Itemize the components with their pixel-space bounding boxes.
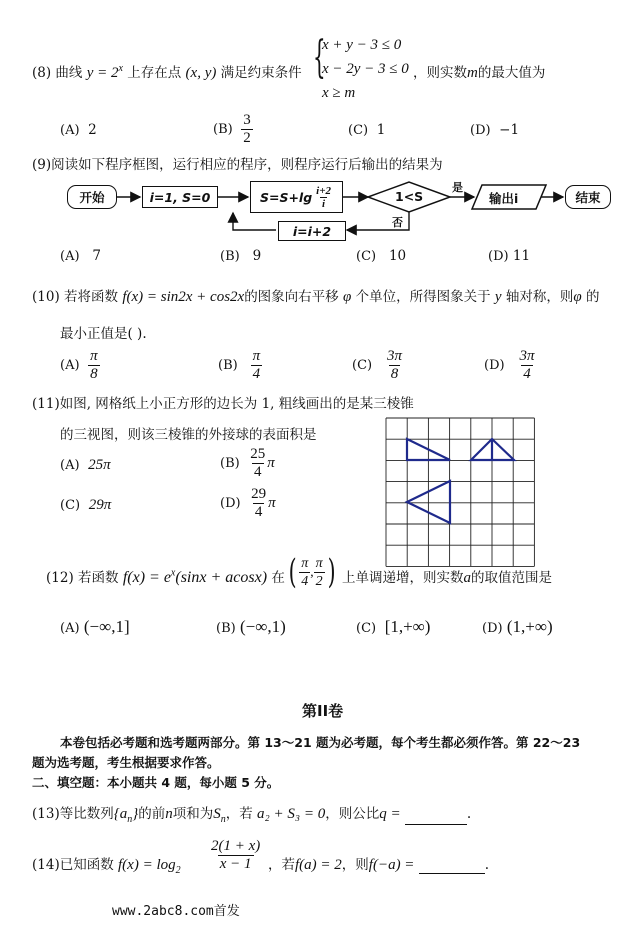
- q11-option-d[interactable]: (D) $\frac{29}{4}$ π: [220, 486, 276, 520]
- q12-option-c[interactable]: (C) [1,+∞): [356, 617, 431, 636]
- q8-curve: $y = 2^x$: [86, 63, 123, 81]
- part2-title: 第II卷: [302, 702, 344, 720]
- q11-option-a[interactable]: (A) 25π: [60, 457, 111, 473]
- q8-option-c[interactable]: (C) 1: [348, 122, 386, 138]
- footer-watermark: www.2abc8.com首发: [112, 904, 240, 919]
- flow-yes-label: 是: [452, 181, 463, 194]
- q12-interval: ( $\frac{\pi}{4}$ , $\frac{\pi}{2}$ ): [288, 552, 336, 592]
- q14-fraction: $\frac{2(1 + x)}{x - 1}$: [211, 838, 261, 872]
- q14-stem: (14)已知函数 $f(x) = \log_2$: [32, 857, 181, 876]
- q11-option-b[interactable]: (B) $\frac{25}{4}$ π: [220, 446, 275, 480]
- q12-option-a[interactable]: (A) (−∞,1]: [60, 617, 130, 636]
- part2-intro-2: 题为选考题，考生根据要求作答。: [32, 755, 220, 770]
- q11-line2: 的三视图，则该三棱锥的外接球的表面积是: [60, 427, 317, 443]
- q8-option-a[interactable]: (A) 2: [60, 122, 97, 138]
- q10-option-c[interactable]: (C) $\frac{3\pi}{8}$: [352, 348, 402, 382]
- flow-output: 输出i: [489, 191, 519, 206]
- q8-option-d[interactable]: (D) −1: [470, 122, 520, 138]
- q8-condition-2: x − 2y − 3 ≤ 0: [322, 61, 409, 77]
- q9-stem: (9)阅读如下程序框图，运行相应的程序，则程序运行后输出的结果为: [32, 157, 443, 173]
- q10-option-d[interactable]: (D) $\frac{3\pi}{4}$: [484, 348, 535, 382]
- flow-init: i=1, S=0: [142, 186, 218, 208]
- q8-text-c: 满足约束条件: [220, 65, 302, 81]
- q9-option-b[interactable]: (B) 9: [220, 248, 262, 264]
- q12-option-d[interactable]: (D) (1,+∞): [482, 617, 553, 636]
- q8-text-a: 曲线: [55, 65, 83, 81]
- q12-stem: (12) 若函数 $f(x) = e^x(\sin x + acosx)$ 在: [46, 567, 285, 586]
- q10-line2: 最小正值是( ).: [60, 326, 147, 342]
- q14-answer-blank[interactable]: [419, 859, 485, 874]
- q10-option-a[interactable]: (A) $\frac{\pi}{8}$: [60, 348, 98, 382]
- q9-option-c[interactable]: (C) 10: [356, 248, 407, 264]
- flow-no-label: 否: [392, 216, 403, 229]
- q8-condition-1: x + y − 3 ≤ 0: [322, 37, 402, 53]
- flow-start: 开始: [67, 185, 117, 209]
- q10-option-b[interactable]: (B) $\frac{\pi}{4}$: [218, 348, 261, 382]
- q13-stem: (13)等比数列$\{a_n\}$的前n项和为$S_n$，若 a₂ + S₃ = 0，则公比q = .: [32, 806, 472, 825]
- q9-option-a[interactable]: (A) 7: [60, 248, 102, 264]
- q11-option-c[interactable]: (C) 29π: [60, 497, 112, 513]
- section-heading-fill-in: 二、填空题：本小题共 4 题，每小题 5 分。: [32, 775, 280, 790]
- part2-intro-1: 本卷包括必考题和选考题两部分。第 13～21 题为必考题，每个考生都必须作答。第 22～23: [60, 735, 581, 750]
- q12-tail: 上单调递增，则实数a的取值范围是: [342, 570, 552, 586]
- q8-tail: ，则实数m的最大值为: [413, 65, 546, 81]
- q8-number: (8): [32, 65, 52, 81]
- q13-answer-blank[interactable]: [405, 810, 467, 825]
- flow-end: 结束: [565, 185, 611, 209]
- flow-assign: S=S+lg $\frac{i+2}{i}$: [250, 181, 343, 213]
- flow-increment: i=i+2: [278, 221, 346, 241]
- q8-option-b[interactable]: (B) $\frac{3}{2}$: [213, 112, 251, 146]
- q8-text-b: 上存在点: [127, 65, 182, 81]
- q8-point: (x, y): [185, 65, 217, 81]
- q12-option-b[interactable]: (B) (−∞,1): [216, 617, 286, 636]
- q8-condition-3: x ≥ m: [322, 85, 356, 101]
- q10-stem: (10) 若将函数 f(x) = sin2x + cos2x的图象向右平移 φ 个单位，所得图象关于 y 轴对称，则φ 的: [32, 289, 600, 305]
- q14-tail: ，若f(a) = 2，则f(−a) = .: [268, 857, 490, 873]
- q11-line1: (11)如图, 网格纸上小正方形的边长为 1, 粗线画出的是某三棱锥: [32, 396, 414, 412]
- q8-brace: {: [313, 32, 326, 83]
- flow-decision: 1<S: [395, 189, 424, 204]
- q9-option-d[interactable]: (D) 11: [488, 248, 531, 264]
